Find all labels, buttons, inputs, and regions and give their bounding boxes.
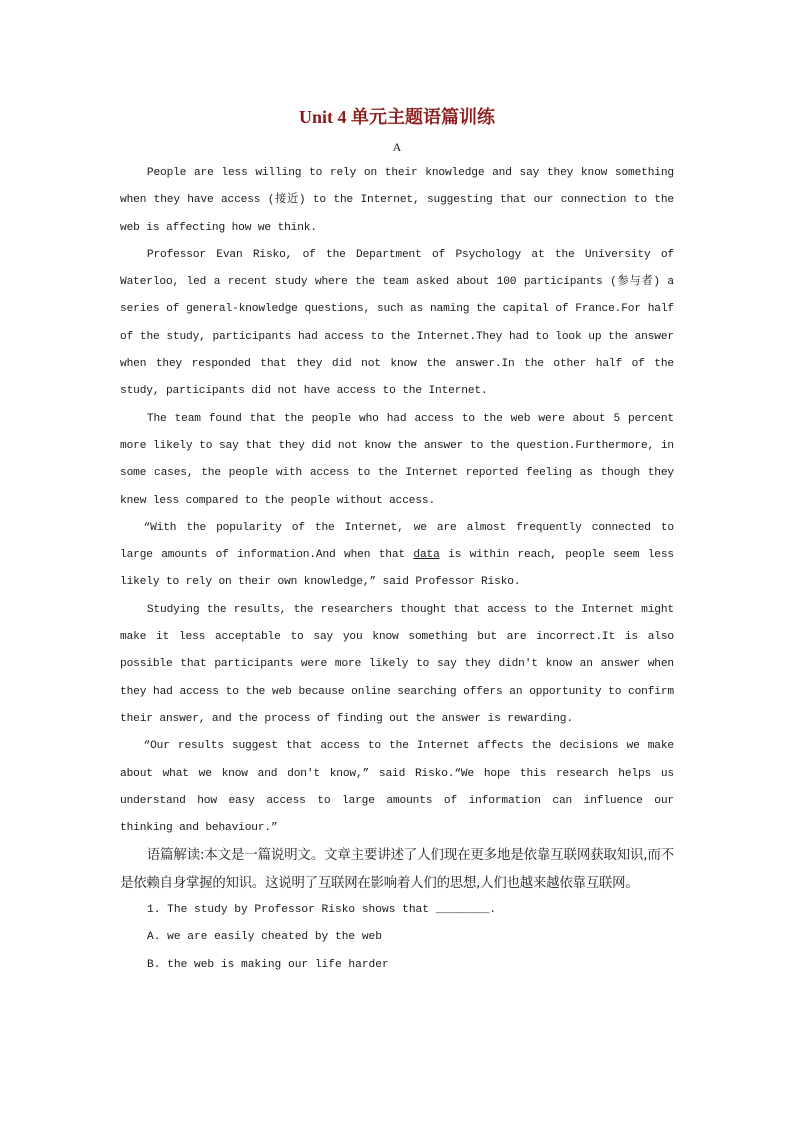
paragraph-2: Professor Evan Risko, of the Department of Psychology at the University of Waterloo, led a recent study where the team asked about 100 participants (参与者) a series of general-knowledge questions, such as naming the capital of France.For half of the study, participants had access to the Internet.They had to look up the answer when they responded that they did not know the answer.In the other half of the study, participants did not have access to the Internet. (120, 248, 674, 398)
option-b: B. the web is making our life harder (147, 958, 389, 971)
paragraph-5: Studying the results, the researchers thought that access to the Internet might make it less acceptable to say you know something but are incorrect.It is also possible that participants were more likely to say they didn't know an answer when they had access to the web because online searching offers an opportunity to confirm their answer, and the process of finding out the answer is rewarding. (120, 603, 674, 725)
page-title: Unit 4 单元主题语篇训练 (298, 107, 495, 127)
question-stem: 1. The study by Professor Risko shows that ________. (147, 904, 497, 917)
underlined-word: data (413, 549, 440, 562)
option-a: A. we are easily cheated by the web (147, 931, 382, 944)
paragraph-4 (120, 515, 674, 597)
paragraph-4-text-before: “With the popularity of the Internet, we are almost frequently connected to large amounts of information.And when that (120, 521, 674, 562)
paragraph-6: “Our results suggest that access to the Internet affects the decisions we make about what we know and don't know,” said Risko.“We hope this research helps us understand how easy access to large amounts of information can influence our thinking and behaviour.” (120, 740, 674, 835)
document-page (120, 100, 674, 979)
passage-analysis: 语篇解读:本文是一篇说明文。文章主要讲述了人们现在更多地是依靠互联网获取知识,而不是依赖自身掌握的知识。这说明了互联网在影响着人们的思想,人们也越来越依靠互联网。 (120, 848, 674, 891)
paragraph-4-text-after: is within reach, people seem less likely to rely on their own knowledge,” said Professor Risko. (120, 549, 674, 589)
section-label: A (392, 140, 402, 154)
paragraph-3: The team found that the people who had access to the web were about 5 percent more likely to say that they did not know the answer to the question.Furthermore, in some cases, the people with access to the Internet reported feeling as though they knew less compared to the people without access. (120, 412, 674, 507)
paragraph-1: People are less willing to rely on their knowledge and say they know something when they have access (接近) to the Internet, suggesting that our connection to the web is affecting how we think. (120, 167, 674, 234)
